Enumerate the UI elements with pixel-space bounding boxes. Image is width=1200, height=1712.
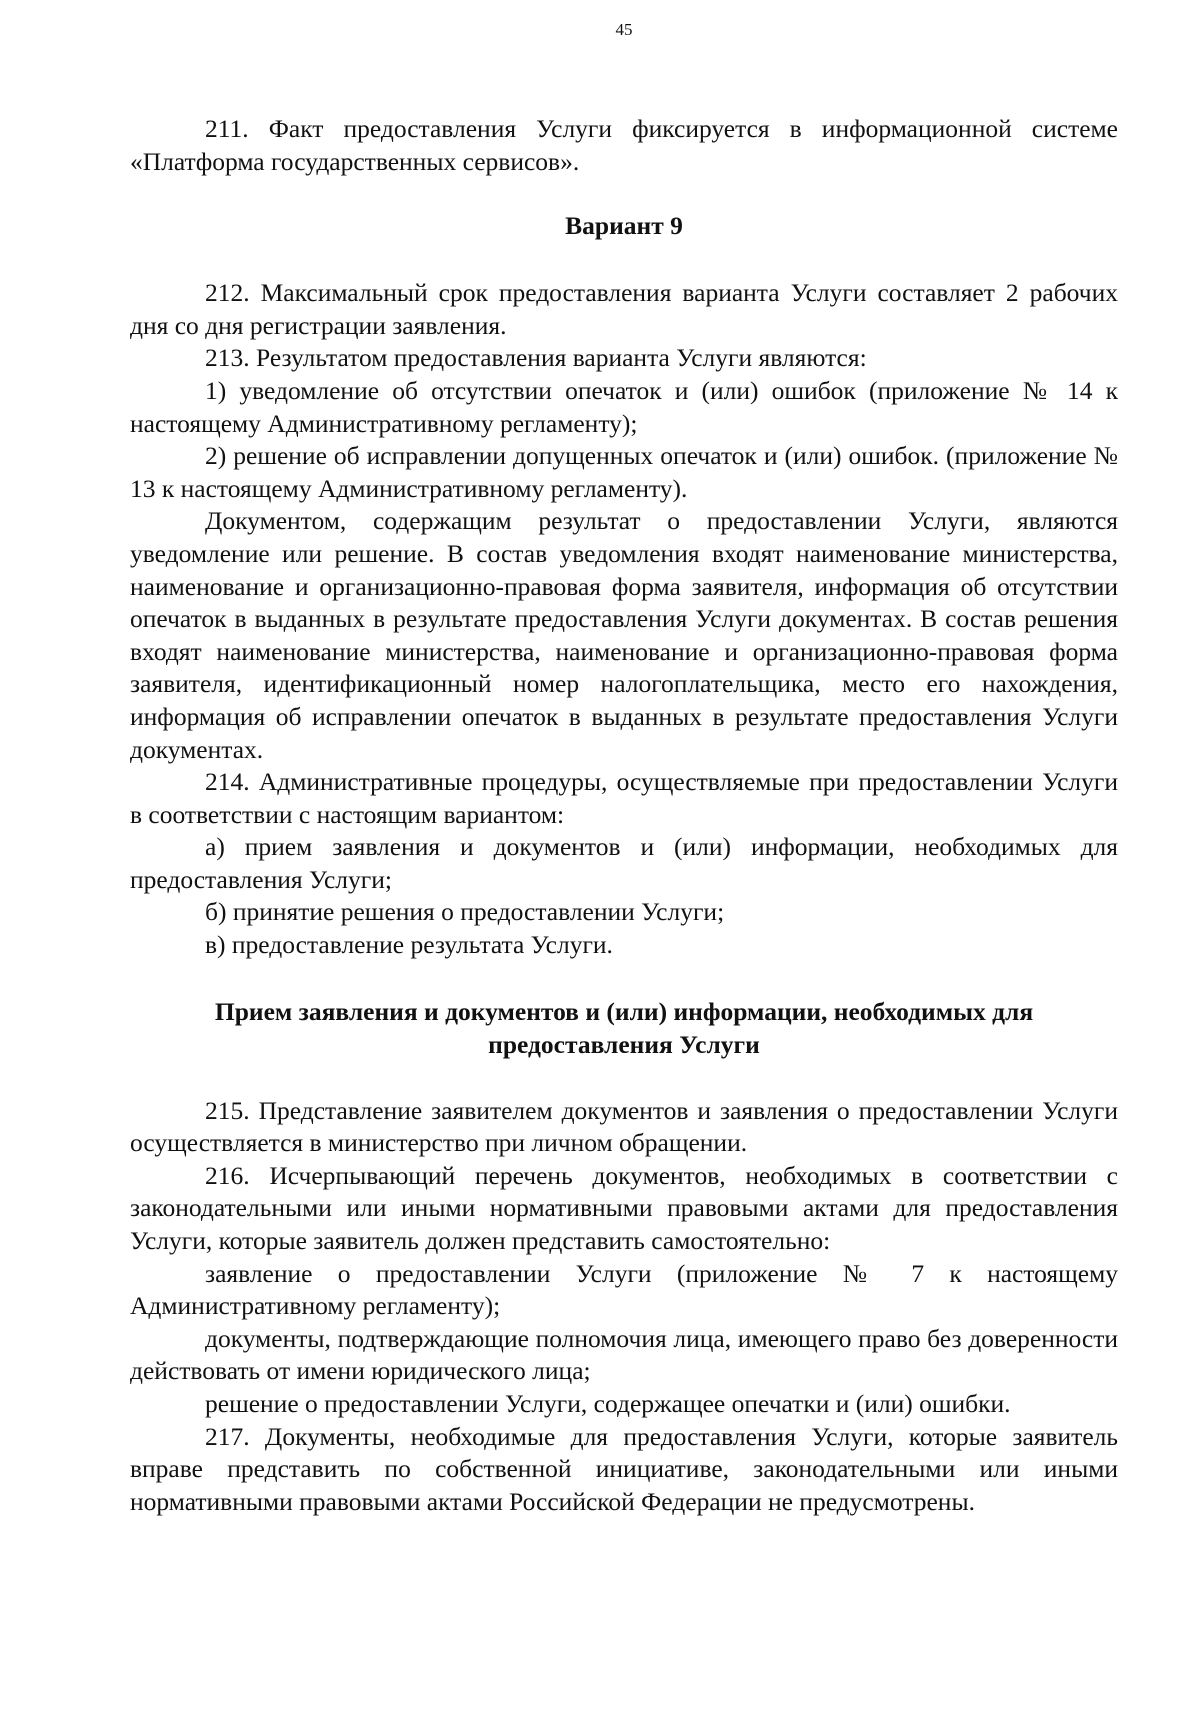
paragraph-211: 211. Факт предоставления Услуги фиксируется в информационной системе «Платформа государственных сервисов». xyxy=(130,114,1118,176)
list-item-213-1: 1) уведомление об отсутствии опечаток и (или) ошибок (приложение № 14 к настоящему Административному регламенту); xyxy=(130,375,1118,438)
heading-variant-9: Вариант 9 xyxy=(565,211,683,241)
list-item-214-c: в) предоставление результата Услуги. xyxy=(205,930,613,960)
paragraph-213: 213. Результатом предоставления варианта Услуги являются: xyxy=(205,343,867,373)
list-item-214-b: б) принятие решения о предоставлении Услуги; xyxy=(205,897,725,927)
document-page xyxy=(130,0,1118,1712)
list-item-213-2: 2) решение об исправлении допущенных опечаток и (или) ошибок. (приложение № 13 к настоящему Административному регламенту). xyxy=(130,441,1118,503)
list-item-216-decision: решение о предоставлении Услуги, содержащее опечатки и (или) ошибки. xyxy=(205,1389,1011,1418)
list-item-216-application: заявление о предоставлении Услуги (приложение № 7 к настоящему Административному регламенту); xyxy=(130,1258,1118,1321)
page-number: 45 xyxy=(615,20,633,39)
paragraph-216: 216. Исчерпывающий перечень документов, необходимых в соответствии с законодательными или иными нормативными правовыми актами для предоставления Услуги, которые заявитель должен представить самостоятельно: xyxy=(130,1160,1118,1256)
list-item-216-authority-docs: документы, подтверждающие полномочия лица, имеющего право без доверенности действовать от имени юридического лица; xyxy=(130,1323,1118,1386)
paragraph-214: 214. Административные процедуры, осуществляемые при предоставлении Услуги в соответствии с настоящим вариантом: xyxy=(130,767,1118,829)
document-body xyxy=(130,113,1118,1518)
paragraph-217: 217. Документы, необходимые для предоставления Услуги, которые заявитель вправе представить по собственной инициативе, законодательными или иными нормативными правовыми актами Российской Федерации не предусмотрены. xyxy=(130,1421,1118,1516)
list-item-214-a: а) прием заявления и документов и (или) информации, необходимых для предоставления Услуги; xyxy=(130,832,1118,894)
heading-application-intake: Прием заявления и документов и (или) информации, необходимых для предоставления Услуги xyxy=(214,996,1034,1059)
paragraph-212: 212. Максимальный срок предоставления варианта Услуги составляет 2 рабочих дня со дня регистрации заявления. xyxy=(130,278,1118,340)
paragraph-result-document: Документом, содержащим результат о предоставлении Услуги, являются уведомление или решение. В состав уведомления входят наименование министерства, наименование и организационно-правовая форма заявителя, информация об отсутствии опечаток в выданных в результате предоставления Услуги документах. В состав решения входят наименование министерства, наименование и организационно-правовая форма заявителя, идентификационный номер налогоплательщика, место его нахождения, информация об исправлении опечаток в выданных в результате предоставления Услуги документах. xyxy=(130,506,1118,764)
paragraph-215: 215. Представление заявителем документов и заявления о предоставлении Услуги осуществляется в министерство при личном обращении. xyxy=(130,1095,1118,1158)
